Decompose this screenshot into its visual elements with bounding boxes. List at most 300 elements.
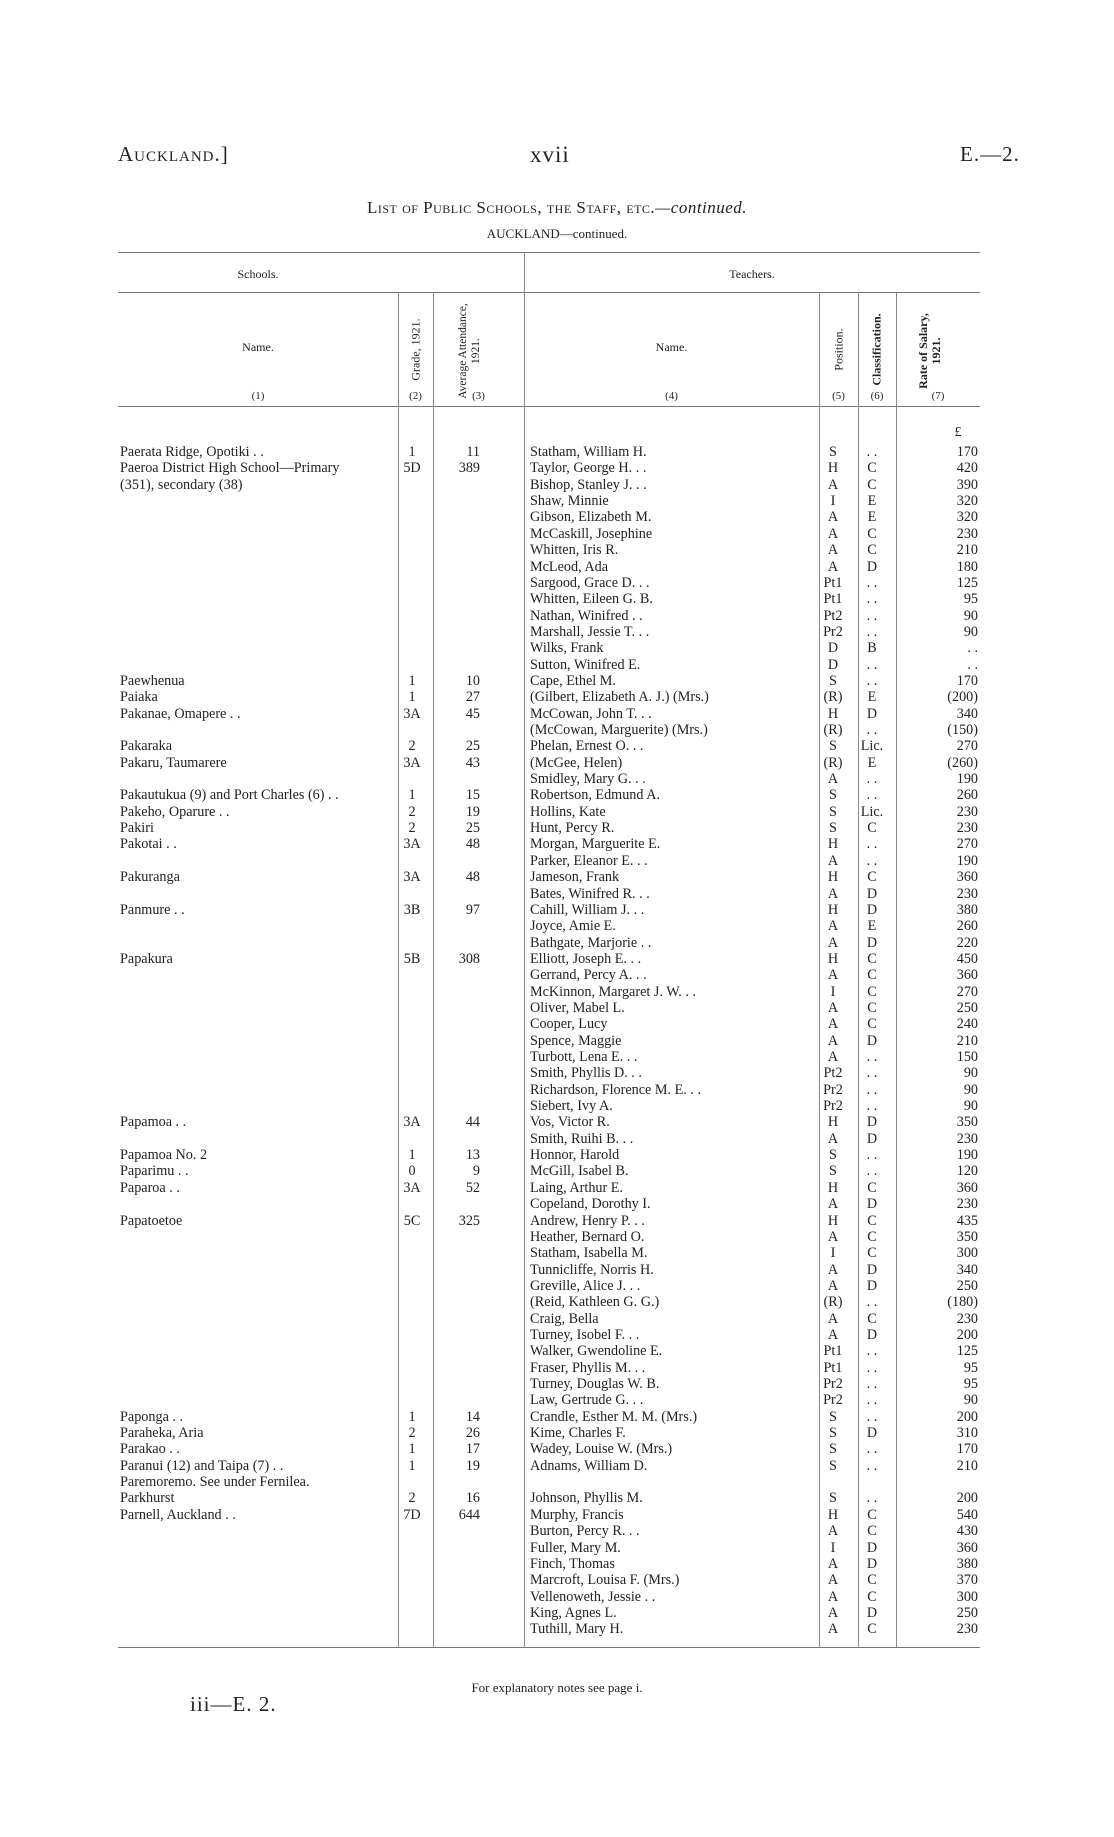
teacher-name-cell: Cape, Ethel M. bbox=[530, 672, 616, 689]
salary-cell: 320 bbox=[956, 493, 978, 510]
position-cell: S bbox=[829, 1147, 837, 1164]
classification-cell: C bbox=[867, 1572, 877, 1589]
position-cell: A bbox=[827, 771, 839, 787]
classification-cell: C bbox=[867, 1588, 877, 1605]
table-row bbox=[118, 1409, 980, 1425]
classification-cell: . . bbox=[866, 1049, 878, 1065]
teacher-name-cell: Kime, Charles F. bbox=[530, 1425, 626, 1441]
position-cell: A bbox=[827, 999, 839, 1016]
classification-cell: . . bbox=[866, 1065, 878, 1082]
classification-cell: . . bbox=[866, 672, 878, 689]
title-main: List of Public Schools, the Staff, etc. bbox=[366, 198, 656, 217]
position-cell: A bbox=[827, 1555, 839, 1572]
salary-cell: 200 bbox=[956, 1490, 978, 1507]
table-row bbox=[118, 853, 980, 869]
classification-cell: D bbox=[866, 1130, 878, 1147]
attendance-cell: 15 bbox=[465, 787, 480, 804]
table-row bbox=[118, 1490, 980, 1506]
classification-cell: D bbox=[866, 1425, 878, 1441]
salary-cell: . . bbox=[967, 656, 978, 673]
teacher-name-cell: Bishop, Stanley J. . . bbox=[530, 476, 647, 493]
position-cell: S bbox=[829, 803, 837, 820]
classification-cell: C bbox=[867, 820, 877, 836]
position-cell: H bbox=[827, 1114, 839, 1131]
position-cell: Pt2 bbox=[823, 1065, 843, 1082]
attendance-cell: 308 bbox=[458, 950, 480, 967]
grade-cell: 5D bbox=[403, 460, 421, 477]
footnote: For explanatory notes see page i. bbox=[471, 1680, 643, 1695]
classification-cell: C bbox=[867, 1212, 877, 1229]
salary-cell: 150 bbox=[956, 1049, 978, 1065]
position-cell: H bbox=[827, 1179, 839, 1196]
grade-cell: 2 bbox=[408, 738, 416, 755]
position-cell: S bbox=[829, 738, 837, 755]
table-row bbox=[118, 755, 980, 771]
table-row bbox=[118, 787, 980, 803]
teacher-name-cell: Finch, Thomas bbox=[530, 1555, 615, 1572]
grade-header: Grade, 1921. bbox=[408, 318, 423, 381]
school-name-cell: Paewhenua bbox=[120, 672, 185, 689]
attendance-cell: 45 bbox=[465, 705, 480, 722]
attendance-cell: 48 bbox=[465, 869, 480, 886]
school-name-cell: Papakura bbox=[120, 950, 173, 967]
table-row bbox=[118, 1605, 980, 1621]
page-code: iii—E. 2. bbox=[190, 1692, 277, 1716]
position-cell: Pt1 bbox=[823, 1343, 843, 1360]
table-row bbox=[118, 1180, 980, 1196]
salary-cell: 95 bbox=[963, 1359, 978, 1376]
salary-header-text: Rate of Salary, 1921. bbox=[916, 313, 943, 389]
page-subtitle: AUCKLAND—continued. bbox=[486, 226, 628, 241]
table-row bbox=[118, 444, 980, 460]
teacher-name-cell: Whitten, Eileen G. B. bbox=[530, 591, 653, 608]
grade-cell: 7D bbox=[403, 1506, 421, 1523]
grade-cell: 1 bbox=[408, 787, 416, 804]
grade-cell: 1 bbox=[408, 1457, 416, 1474]
classification-cell: . . bbox=[866, 1408, 878, 1425]
attendance-cell: 48 bbox=[465, 836, 480, 853]
classification-cell: D bbox=[866, 1196, 878, 1213]
salary-cell: 270 bbox=[956, 836, 978, 853]
position-cell: S bbox=[829, 1457, 837, 1474]
position-cell: A bbox=[827, 542, 839, 559]
teacher-name-cell: Burton, Percy R. . . bbox=[530, 1523, 640, 1540]
table-row bbox=[118, 493, 980, 509]
classification-cell: . . bbox=[866, 574, 878, 591]
table-row bbox=[118, 1327, 980, 1343]
teacher-name-cell: Phelan, Ernest O. . . bbox=[530, 738, 644, 755]
grade-cell: 1 bbox=[408, 444, 416, 460]
classification-cell: C bbox=[867, 869, 877, 886]
classification-cell: D bbox=[866, 901, 878, 918]
position-cell: (R) bbox=[823, 689, 843, 706]
teacher-name-cell: (Reid, Kathleen G. G.) bbox=[530, 1294, 660, 1311]
classification-cell: . . bbox=[866, 1081, 878, 1098]
page-number: xvii bbox=[530, 142, 570, 167]
classification-cell: D bbox=[866, 934, 878, 951]
teacher-name-cell: Greville, Alice J. . . bbox=[530, 1277, 641, 1294]
classification-cell: D bbox=[866, 558, 878, 575]
salary-cell: 320 bbox=[956, 509, 978, 526]
table-row bbox=[118, 608, 980, 624]
teacher-name-cell: Bathgate, Marjorie . . bbox=[530, 934, 652, 951]
classification-cell: . . bbox=[866, 852, 878, 869]
table-row bbox=[118, 624, 980, 640]
pound-sign: £ bbox=[954, 425, 962, 440]
position-cell: H bbox=[827, 950, 839, 967]
table-row bbox=[118, 673, 980, 689]
teacher-name-cell: Statham, William H. bbox=[530, 444, 647, 460]
salary-cell: 300 bbox=[956, 1245, 978, 1262]
school-name-cell: Paerata Ridge, Opotiki . . bbox=[120, 444, 264, 460]
grade-cell: 5C bbox=[403, 1212, 421, 1229]
salary-cell: 250 bbox=[956, 999, 978, 1016]
salary-cell: 120 bbox=[956, 1163, 978, 1180]
position-cell: A bbox=[827, 934, 839, 951]
teacher-name-header: Name. bbox=[655, 340, 688, 354]
school-name-cell: Pakaraka bbox=[120, 738, 172, 755]
classification-cell: C bbox=[867, 967, 877, 984]
classification-cell: . . bbox=[866, 771, 878, 787]
salary-cell: (150) bbox=[947, 722, 978, 738]
teacher-name-cell: Robertson, Edmund A. bbox=[530, 787, 661, 804]
teacher-name-cell: Craig, Bella bbox=[530, 1310, 599, 1327]
classification-cell: C bbox=[867, 950, 877, 967]
grade-cell: 0 bbox=[408, 1163, 416, 1180]
salary-cell: 260 bbox=[956, 918, 978, 935]
position-cell: H bbox=[827, 1506, 839, 1523]
table-row bbox=[118, 1147, 980, 1163]
school-name-cell: (351), secondary (38) bbox=[120, 476, 243, 493]
salary-cell: 360 bbox=[956, 1539, 978, 1556]
classification-cell: D bbox=[866, 1032, 878, 1049]
classification-cell: C bbox=[867, 1310, 877, 1327]
table-row bbox=[118, 984, 980, 1000]
salary-cell: (200) bbox=[947, 689, 978, 706]
salary-header bbox=[917, 301, 959, 401]
position-cell: Pt1 bbox=[823, 1359, 843, 1376]
table-row bbox=[118, 1213, 980, 1229]
position-cell: A bbox=[827, 1604, 839, 1621]
classification-cell: C bbox=[867, 1016, 877, 1033]
table-row bbox=[118, 1589, 980, 1605]
salary-cell: 270 bbox=[956, 738, 978, 755]
salary-cell: 370 bbox=[956, 1572, 978, 1589]
school-name-cell: Paiaka bbox=[120, 689, 158, 706]
table-row bbox=[118, 1343, 980, 1359]
position-cell: A bbox=[827, 1261, 839, 1278]
running-head-right: E.—2. bbox=[960, 142, 1020, 166]
table-row bbox=[118, 1311, 980, 1327]
classification-cell: . . bbox=[866, 787, 878, 804]
salary-cell: 180 bbox=[956, 558, 978, 575]
salary-cell: 540 bbox=[956, 1506, 978, 1523]
teacher-name-cell: Shaw, Minnie bbox=[530, 493, 609, 510]
school-name-cell: Pakanae, Omapere . . bbox=[120, 705, 241, 722]
position-cell: S bbox=[829, 787, 837, 804]
teacher-name-cell: Turbott, Lena E. . . bbox=[530, 1049, 638, 1065]
teacher-name-cell: Parker, Eleanor E. . . bbox=[530, 852, 648, 869]
position-cell: A bbox=[827, 1310, 839, 1327]
classification-cell: Lic. bbox=[860, 803, 884, 820]
table-row bbox=[118, 1458, 980, 1474]
school-name-cell: Paparoa . . bbox=[120, 1179, 180, 1196]
position-cell: S bbox=[829, 672, 837, 689]
classification-cell: . . bbox=[866, 1490, 878, 1507]
classification-cell: C bbox=[867, 1228, 877, 1245]
table-row bbox=[118, 1163, 980, 1179]
salary-cell: 210 bbox=[956, 1032, 978, 1049]
classification-cell: . . bbox=[866, 623, 878, 640]
teacher-name-cell: Morgan, Marguerite E. bbox=[530, 836, 661, 853]
position-cell: A bbox=[827, 852, 839, 869]
attendance-cell: 26 bbox=[465, 1425, 480, 1441]
classification-cell: D bbox=[866, 1604, 878, 1621]
school-name-cell: Paparimu . . bbox=[120, 1163, 189, 1180]
position-cell: H bbox=[827, 1212, 839, 1229]
teacher-name-cell: Fuller, Mary M. bbox=[530, 1539, 621, 1556]
position-cell: S bbox=[829, 1408, 837, 1425]
table-row bbox=[118, 689, 980, 705]
salary-cell: 230 bbox=[956, 525, 978, 542]
position-cell: A bbox=[827, 509, 839, 526]
table-row bbox=[118, 575, 980, 591]
classification-cell: C bbox=[867, 525, 877, 542]
salary-cell: 420 bbox=[956, 460, 978, 477]
position-cell: A bbox=[827, 918, 839, 935]
teacher-name-cell: Sutton, Winifred E. bbox=[530, 656, 641, 673]
classification-cell: D bbox=[866, 1277, 878, 1294]
position-cell: Pr2 bbox=[823, 1376, 843, 1392]
salary-cell: 340 bbox=[956, 1261, 978, 1278]
teacher-name-cell: Heather, Bernard O. bbox=[530, 1228, 645, 1245]
table-row bbox=[118, 509, 980, 525]
salary-cell: 220 bbox=[956, 934, 978, 951]
position-cell: H bbox=[827, 869, 839, 886]
teacher-name-cell: Hollins, Kate bbox=[530, 803, 606, 820]
classification-cell: . . bbox=[866, 1163, 878, 1180]
teacher-name-cell: Turney, Douglas W. B. bbox=[530, 1376, 660, 1392]
position-cell: S bbox=[829, 1490, 837, 1507]
school-name-cell: Papatoetoe bbox=[120, 1212, 183, 1229]
classification-cell: C bbox=[867, 542, 877, 559]
table-bottom-rule bbox=[118, 1647, 980, 1648]
salary-cell: 230 bbox=[956, 1196, 978, 1213]
grade-cell: 1 bbox=[408, 689, 416, 706]
salary-cell: 90 bbox=[963, 1065, 978, 1082]
classification-cell: . . bbox=[866, 444, 878, 460]
table-row bbox=[118, 771, 980, 787]
school-name-cell: Pakotai . . bbox=[120, 836, 177, 853]
position-cell: Pr2 bbox=[823, 1098, 843, 1114]
attendance-cell: 9 bbox=[472, 1163, 480, 1180]
position-cell: A bbox=[827, 1049, 839, 1065]
school-name-cell: Papamoa . . bbox=[120, 1114, 187, 1131]
salary-cell: 95 bbox=[963, 1376, 978, 1392]
teacher-name-cell: McGill, Isabel B. bbox=[530, 1163, 629, 1180]
table-row bbox=[118, 1540, 980, 1556]
salary-cell: 340 bbox=[956, 705, 978, 722]
table-row bbox=[118, 1294, 980, 1310]
school-name-cell: Paranui (12) and Taipa (7) . . bbox=[120, 1457, 284, 1474]
table-row bbox=[118, 1016, 980, 1032]
table-row bbox=[118, 1523, 980, 1539]
teacher-name-cell: Murphy, Francis bbox=[530, 1506, 624, 1523]
classification-cell: C bbox=[867, 476, 877, 493]
school-name-cell: Pakiri bbox=[120, 820, 154, 836]
table-row bbox=[118, 836, 980, 852]
salary-cell: 210 bbox=[956, 542, 978, 559]
teacher-name-cell: Walker, Gwendoline E. bbox=[530, 1343, 663, 1360]
table-row bbox=[118, 902, 980, 918]
position-cell: S bbox=[829, 1441, 837, 1458]
teacher-name-cell: McCowan, John T. . . bbox=[530, 705, 652, 722]
teacher-name-cell: Cooper, Lucy bbox=[530, 1016, 608, 1033]
teacher-name-cell: (McGee, Helen) bbox=[530, 754, 623, 771]
grade-cell: 2 bbox=[408, 820, 416, 836]
classification-cell: . . bbox=[866, 1392, 878, 1409]
classification-cell: . . bbox=[866, 722, 878, 738]
salary-cell: 95 bbox=[963, 591, 978, 608]
position-cell: Pt2 bbox=[823, 607, 843, 624]
position-cell: A bbox=[827, 1621, 839, 1638]
classification-cell: E bbox=[867, 754, 877, 771]
table-row bbox=[118, 1229, 980, 1245]
position-cell: A bbox=[827, 476, 839, 493]
classification-cell: . . bbox=[866, 836, 878, 853]
table-row bbox=[118, 1131, 980, 1147]
position-cell: S bbox=[829, 820, 837, 836]
classification-cell: . . bbox=[866, 1441, 878, 1458]
attendance-cell: 389 bbox=[458, 460, 480, 477]
salary-cell: 170 bbox=[956, 444, 978, 460]
attendance-cell: 13 bbox=[465, 1147, 480, 1164]
salary-cell: 360 bbox=[956, 967, 978, 984]
table-row bbox=[118, 477, 980, 493]
classification-cell: . . bbox=[866, 1376, 878, 1392]
position-cell: I bbox=[830, 1245, 836, 1262]
salary-cell: 200 bbox=[956, 1326, 978, 1343]
position-cell: S bbox=[829, 1163, 837, 1180]
teacher-name-cell: Richardson, Florence M. E. . . bbox=[530, 1081, 702, 1098]
table-row bbox=[118, 1278, 980, 1294]
attendance-cell: 52 bbox=[465, 1179, 480, 1196]
table-row bbox=[118, 657, 980, 673]
attendance-header-text: Average Attendance, 1921. bbox=[457, 303, 482, 399]
salary-cell: 125 bbox=[956, 1343, 978, 1360]
teacher-name-cell: Marshall, Jessie T. . . bbox=[530, 623, 650, 640]
grade-cell: 3B bbox=[403, 901, 421, 918]
salary-cell: . . bbox=[967, 640, 978, 657]
salary-cell: 240 bbox=[956, 1016, 978, 1033]
teacher-name-cell: (Gilbert, Elizabeth A. J.) (Mrs.) bbox=[530, 689, 709, 706]
school-name-cell: Paponga . . bbox=[120, 1408, 184, 1425]
grade-cell: 1 bbox=[408, 1441, 416, 1458]
classification-cell: C bbox=[867, 1506, 877, 1523]
table-row bbox=[118, 820, 980, 836]
salary-cell: 310 bbox=[956, 1425, 978, 1441]
salary-cell: 90 bbox=[963, 1081, 978, 1098]
teacher-name-cell: Adnams, William D. bbox=[530, 1457, 648, 1474]
attendance-cell: 25 bbox=[465, 820, 480, 836]
title-continued: —continued. bbox=[655, 198, 748, 217]
salary-cell: 380 bbox=[956, 901, 978, 918]
school-name-cell: Paraheka, Aria bbox=[120, 1425, 204, 1441]
salary-cell: 435 bbox=[956, 1212, 978, 1229]
table-row bbox=[118, 918, 980, 934]
salary-cell: 200 bbox=[956, 1408, 978, 1425]
table-row bbox=[118, 967, 980, 983]
teacher-name-cell: Elliott, Joseph E. . . bbox=[530, 950, 642, 967]
position-cell: I bbox=[830, 1539, 836, 1556]
teacher-name-cell: Honnor, Harold bbox=[530, 1147, 620, 1164]
school-name-cell: Parnell, Auckland . . bbox=[120, 1506, 236, 1523]
school-name-cell: Parakao . . bbox=[120, 1441, 180, 1458]
teachers-group-header: Teachers. bbox=[729, 267, 775, 281]
table-row bbox=[118, 1572, 980, 1588]
classification-cell: . . bbox=[866, 1359, 878, 1376]
table-row bbox=[118, 886, 980, 902]
table-row bbox=[118, 1196, 980, 1212]
classification-cell: C bbox=[867, 1621, 877, 1638]
teacher-name-cell: Gerrand, Percy A. . . bbox=[530, 967, 647, 984]
position-cell: A bbox=[827, 1032, 839, 1049]
table-row bbox=[118, 935, 980, 951]
school-name-cell: Paeroa District High School—Primary bbox=[120, 460, 340, 477]
schools-group-header: Schools. bbox=[237, 267, 279, 281]
teacher-name-cell: Joyce, Amie E. bbox=[530, 918, 616, 935]
position-cell: A bbox=[827, 1016, 839, 1033]
teacher-name-cell: Nathan, Winifred . . bbox=[530, 607, 643, 624]
salary-cell: 190 bbox=[956, 771, 978, 787]
table-row bbox=[118, 1065, 980, 1081]
table-row bbox=[118, 1441, 980, 1457]
teacher-name-cell: Bates, Winifred R. . . bbox=[530, 885, 650, 902]
teacher-name-cell: Vellenoweth, Jessie . . bbox=[530, 1588, 656, 1605]
salary-cell: 270 bbox=[956, 983, 978, 1000]
table-row bbox=[118, 542, 980, 558]
salary-cell: 230 bbox=[956, 885, 978, 902]
school-name-cell: Papamoa No. 2 bbox=[120, 1147, 208, 1164]
table-row bbox=[118, 1507, 980, 1523]
classification-cell: . . bbox=[866, 607, 878, 624]
salary-cell: 260 bbox=[956, 787, 978, 804]
column-header-rule bbox=[118, 406, 980, 407]
school-name-cell: Pakeho, Oparure . . bbox=[120, 803, 230, 820]
teacher-name-cell: Wadey, Louise W. (Mrs.) bbox=[530, 1441, 673, 1458]
teacher-name-cell: Crandle, Esther M. M. (Mrs.) bbox=[530, 1408, 698, 1425]
attendance-cell: 17 bbox=[465, 1441, 480, 1458]
table-row bbox=[118, 722, 980, 738]
salary-cell: 190 bbox=[956, 852, 978, 869]
salary-cell: 230 bbox=[956, 1310, 978, 1327]
school-name-cell: Panmure . . bbox=[120, 901, 185, 918]
grade-cell: 1 bbox=[408, 1408, 416, 1425]
table-row bbox=[118, 804, 980, 820]
salary-cell: 360 bbox=[956, 869, 978, 886]
position-cell: H bbox=[827, 460, 839, 477]
teacher-name-cell: Tunnicliffe, Norris H. bbox=[530, 1261, 654, 1278]
salary-cell: 125 bbox=[956, 574, 978, 591]
classification-cell: . . bbox=[866, 656, 878, 673]
running-head-left: Auckland.] bbox=[118, 142, 229, 166]
position-cell: Pt1 bbox=[823, 591, 843, 608]
column-number-6: (6) bbox=[870, 390, 884, 402]
position-cell: D bbox=[827, 656, 839, 673]
teacher-name-cell: Andrew, Henry P. . . bbox=[530, 1212, 645, 1229]
classification-cell: . . bbox=[866, 1343, 878, 1360]
attendance-cell: 325 bbox=[458, 1212, 480, 1229]
